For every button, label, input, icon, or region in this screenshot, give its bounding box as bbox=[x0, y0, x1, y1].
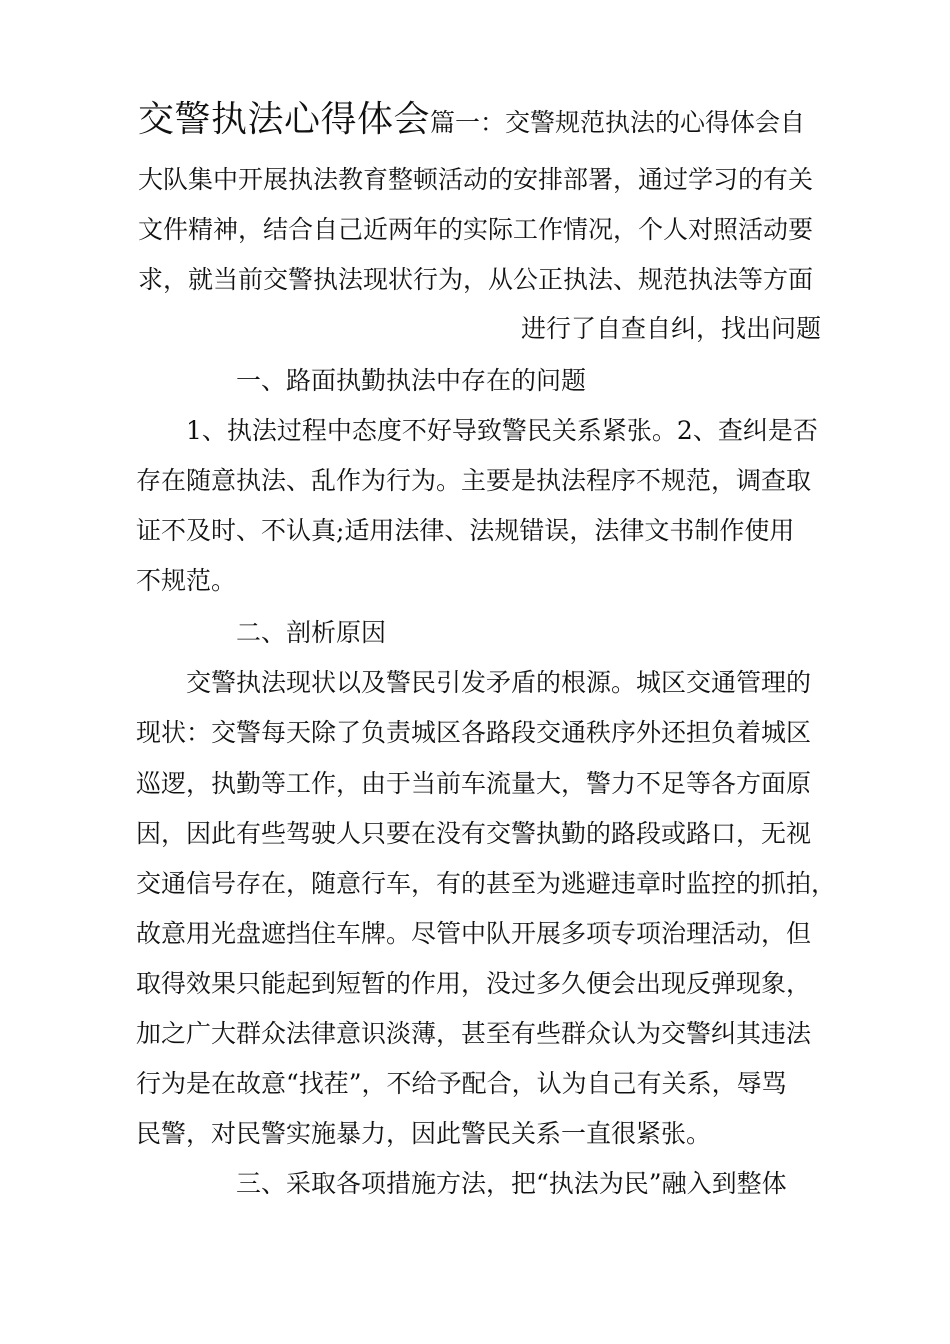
paragraph-line: 进行了自查自纠，找出问题 bbox=[521, 314, 822, 343]
document-subtitle: 篇一：交警规范执法的心得体会自 bbox=[430, 108, 806, 137]
document-title: 交警执法心得体会 bbox=[138, 99, 431, 140]
paragraph-line: 大队集中开展执法教育整顿活动的安排部署，通过学习的有关 bbox=[138, 165, 814, 194]
paragraph-line: 文件精神，结合自己近两年的实际工作情况，个人对照活动要 bbox=[138, 215, 814, 244]
section-heading: 二、剖析原因 bbox=[236, 618, 387, 647]
paragraph-line: 民警，对民警实施暴力，因此警民关系一直很紧张。 bbox=[136, 1119, 712, 1148]
paragraph-line: 1、执法过程中态度不好导致警民关系紧张。2、查纠是否 bbox=[186, 416, 818, 445]
paragraph-line: 行为是在故意“找茬”，不给予配合，认为自己有关系，辱骂 bbox=[136, 1069, 787, 1098]
section-heading: 一、路面执勤执法中存在的问题 bbox=[236, 366, 587, 395]
paragraph-line: 交通信号存在，随意行车，有的甚至为逃避违章时监控的抓拍， bbox=[136, 869, 837, 898]
paragraph-line: 不规范。 bbox=[136, 566, 237, 595]
paragraph-line: 故意用光盘遮挡住车牌。尽管中队开展多项专项治理活动，但 bbox=[136, 919, 812, 948]
paragraph-line: 取得效果只能起到短暂的作用，没过多久便会出现反弹现象， bbox=[136, 969, 812, 998]
paragraph-line: 证不及时、不认真;适用法律、法规错误，法律文书制作使用 bbox=[136, 516, 795, 545]
section-heading: 三、采取各项措施方法，把“执法为民”融入到整体 bbox=[236, 1169, 787, 1198]
paragraph-line: 存在随意执法、乱作为行为。主要是执法程序不规范，调查取 bbox=[136, 466, 812, 495]
paragraph-line: 因，因此有些驾驶人只要在没有交警执勤的路段或路口，无视 bbox=[136, 819, 812, 848]
paragraph-line: 求，就当前交警执法现状行为，从公正执法、规范执法等方面 bbox=[138, 265, 814, 294]
paragraph-line: 交警执法现状以及警民引发矛盾的根源。城区交通管理的 bbox=[186, 668, 812, 697]
paragraph-line: 现状：交警每天除了负责城区各路段交通秩序外还担负着城区 bbox=[136, 718, 812, 747]
paragraph-line: 巡逻，执勤等工作，由于当前车流量大，警力不足等各方面原 bbox=[136, 769, 812, 798]
document-title-line bbox=[138, 99, 806, 140]
paragraph-line: 加之广大群众法律意识淡薄，甚至有些群众认为交警纠其违法 bbox=[136, 1019, 812, 1048]
